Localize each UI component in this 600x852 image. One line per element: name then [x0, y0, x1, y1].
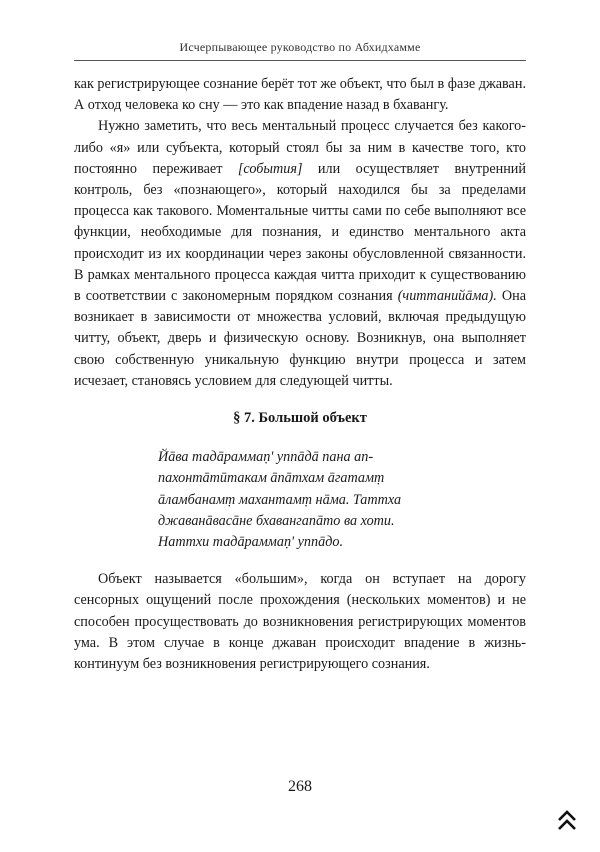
- header-rule: [74, 60, 526, 61]
- pali-line: Наттхи тадāраммаṇ' уппāдо.: [158, 534, 344, 551]
- pali-line: пахонтāтӣтакам āпāтхам āгатамṃ: [158, 470, 385, 487]
- page-number: 268: [288, 778, 312, 795]
- paragraph-1: как регистрирующее сознание берёт тот же объект, что был в фазе джаван. А отход человека ко сну — это как впадение назад в бхавангу.: [74, 76, 526, 114]
- paragraph-3: Объект называется «большим», когда он вступает на дорогу сенсорных ощущений после прохождения (нескольких моментов) и не способен просуществовать до возникновения регистрирующих моментов ума. В этом случае в конце джаван происходит впадение в жизнь-континуум без возникновения регистрирующего сознания.: [74, 571, 526, 673]
- paragraph-2-emphasis-a: [события]: [237, 160, 303, 177]
- scroll-up-button[interactable]: [556, 808, 578, 832]
- paragraph-2: [74, 116, 526, 392]
- running-head: Исчерпывающее руководство по Абхидхамме: [179, 40, 421, 54]
- pali-line: Йāва тадāраммаṇ' уппāдā пана ап-: [158, 449, 374, 466]
- pali-line: джаванāвасāне бхавангапāто ва хоти.: [158, 512, 395, 529]
- paragraph-2-part-a: Нужно заметить, что весь ментальный процесс случается без какого-либо «я» или субъекта, который стоял бы за ним в качестве того, кто постоянно переживает: [74, 118, 526, 177]
- pali-quote: [158, 447, 418, 553]
- double-chevron-up-icon: [556, 808, 578, 832]
- paragraph-2-emphasis-b: (читтанийāма).: [397, 288, 497, 305]
- pali-line: āламбанамṃ махантамṃ нāма. Таттха: [158, 491, 402, 508]
- section-title: § 7. Большой объект: [233, 410, 367, 427]
- page-body: [74, 74, 526, 675]
- paragraph-2-part-b: или осуществляет внутренний контроль, без «познающего», который находился бы за пределами процесса как такового. Моментальные читты сами по себе выполняют все функции, необходимые для познания, и единство ментального акта происходит из их координации через законы обусловленной связанности. В рамках ментального процесса каждая читта приходит к существованию в соответствии с закономерным порядком сознания: [74, 160, 526, 305]
- paragraph-2-part-c: Она возникает в зависимости от множества условий, включая предыдущую читту, объект, дверь и физическую основу. Возникнув, она выполняет свою собственную уникальную функцию внутри процесса и затем исчезает, становясь условием для следующей читты.: [74, 288, 526, 389]
